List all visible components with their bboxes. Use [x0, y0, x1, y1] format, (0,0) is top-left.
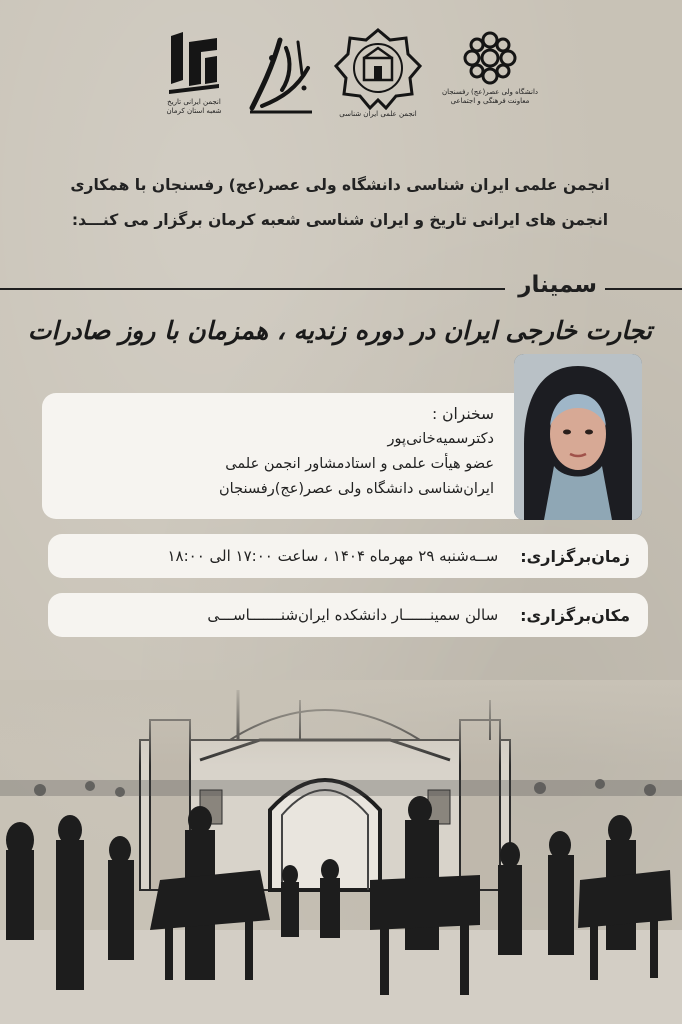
- emblem-icon: [334, 28, 422, 110]
- seminar-title: تجارت خارجی ایران در دوره زندیه ، همزمان با روز صادرات: [27, 316, 652, 345]
- seminar-divider-right: [605, 288, 682, 290]
- emblem-caption: انجمن علمی ایران شناسی: [339, 110, 417, 118]
- time-label: زمان‌برگزاری:: [520, 546, 630, 566]
- time-value: ســه‌شنبه ۲۹ مهرماه ۱۴۰۴ ، ساعت ۱۷:۰۰ الی ۱۸:۰۰: [167, 547, 499, 565]
- university-caption-1: دانشگاه ولی عصر(عج) رفسنجان: [441, 88, 539, 96]
- history-association-logo: [158, 28, 230, 128]
- historical-gate-illustration: [0, 680, 682, 1024]
- seminar-label: سمینار: [518, 272, 597, 298]
- place-label: مکان‌برگزاری:: [520, 605, 630, 625]
- event-time-row: [48, 534, 648, 578]
- history-logo-caption-2: شعبه استان کرمان: [166, 107, 222, 115]
- logos-row: [150, 28, 550, 128]
- speaker-affiliation: ایران‌شناسی دانشگاه ولی عصر(عج)رفسنجان: [219, 481, 494, 497]
- iranology-society-emblem: [330, 28, 426, 128]
- event-place-row: [48, 593, 648, 637]
- history-association-icon: [165, 28, 223, 98]
- university-flower-icon: [460, 28, 520, 88]
- intro-line-1: انجمن علمی ایران شناسی دانشگاه ولی عصر(عج) رفسنجان با همکاری: [70, 176, 610, 194]
- university-caption-2: معاونت فرهنگی و اجتماعی: [450, 97, 530, 105]
- history-logo-caption-1: انجمن ایرانی تاریخ: [167, 98, 221, 106]
- calligraphy-icon: [242, 28, 318, 118]
- speaker-role: عضو هیأت علمی و استادمشاور انجمن علمی: [225, 456, 494, 472]
- speaker-portrait-icon: [514, 354, 642, 520]
- vali-e-asr-university-logo: [440, 28, 540, 128]
- seminar-divider-left: [0, 288, 505, 290]
- intro-line-2: انجمن های ایرانی تاریخ و ایران شناسی شعبه کرمان برگزار می کنـــد:: [71, 211, 609, 229]
- speaker-photo: [514, 354, 642, 520]
- speaker-info: [219, 402, 494, 502]
- iranology-calligraphy-logo: [240, 28, 320, 128]
- place-value: سالن سمینــــــار دانشکده ایران‌شنـــــــاســـی: [207, 606, 499, 624]
- speaker-label: سخنران :: [431, 405, 494, 423]
- speaker-name: دکترسمیه‌خانی‌پور: [387, 431, 494, 447]
